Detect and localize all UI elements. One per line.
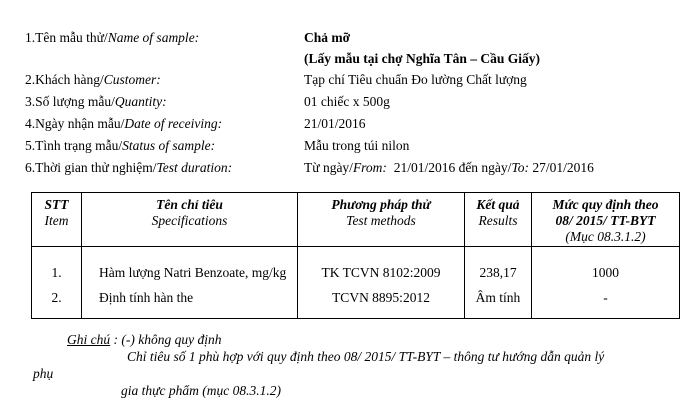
info-label-en: Test duration: (156, 160, 233, 175)
table-cell: 2. (51, 290, 62, 305)
cell-limit (532, 247, 680, 319)
info-row-duration (25, 160, 232, 176)
info-label-en: Date of receiving: (124, 116, 223, 131)
sample-source-note: (Lấy mẫu tại chợ Nghĩa Tân – Cầu Giấy) (304, 51, 541, 66)
info-label: 4.Ngày nhận mẫu/ (25, 116, 125, 131)
header-stt: STT Item (32, 193, 82, 247)
header-test-methods: Phương pháp thử Test methods (298, 193, 465, 247)
notes-line-3: phụ (33, 366, 54, 381)
info-value-status: Mẫu trong túi nilon (304, 138, 410, 153)
notes-title: Ghi chú (67, 332, 111, 347)
info-row-date-received (25, 116, 222, 132)
header-specifications: Tên chỉ tiêu Specifications (82, 193, 298, 247)
table-cell: TK TCVN 8102:2009 (321, 265, 441, 280)
info-label: 6.Thời gian thử nghiệm/ (25, 160, 157, 175)
results-table (31, 192, 680, 319)
table-cell: Hàm lượng Natri Benzoate, mg/kg (99, 265, 287, 280)
table-cell: 1. (51, 265, 62, 280)
table-header-row (32, 193, 680, 247)
info-value-customer: Tạp chí Tiêu chuẩn Đo lường Chất lượng (304, 72, 527, 87)
info-row-status (25, 138, 215, 154)
header-limit: Mức quy định theo 08/ 2015/ TT-BYT (Mục 08.3.1.2) (532, 193, 680, 247)
duration-to-en: To: (511, 160, 529, 175)
info-value-sample-name: Chả mỡ (304, 30, 351, 45)
info-label: 2.Khách hàng/ (25, 72, 104, 87)
info-label: 1.Tên mẫu thử/ (25, 30, 108, 45)
cell-spec (82, 247, 298, 319)
duration-from-en: From: (352, 160, 387, 175)
duration-to: 27/01/2016 (532, 160, 594, 175)
table-cell: - (603, 290, 608, 305)
info-label-en: Customer: (103, 72, 161, 87)
duration-from: 21/01/2016 đến ngày/ (393, 160, 512, 175)
notes-text: : (-) không quy định (110, 332, 222, 347)
table-cell: TCVN 8895:2012 (332, 290, 430, 305)
info-row-customer (25, 72, 161, 88)
table-cell: Định tính hàn the (99, 290, 194, 305)
info-value-date-received: 21/01/2016 (304, 116, 366, 131)
info-row-sample-name (25, 30, 199, 46)
notes-line-4: gia thực phẩm (mục 08.3.1.2) (121, 383, 281, 398)
info-label-en: Name of sample: (107, 30, 200, 45)
info-value-quantity: 01 chiếc x 500g (304, 94, 390, 109)
table-cell: 238,17 (479, 265, 517, 280)
cell-stt (32, 247, 82, 319)
duration-from-label: Từ ngày/ (304, 160, 353, 175)
cell-method (298, 247, 465, 319)
notes-line-2: Chỉ tiêu số 1 phù hợp với quy định theo 08/ 2015/ TT-BYT – thông tư hướng dẫn quản lý (127, 349, 605, 364)
notes-line-1 (67, 332, 221, 348)
table-cell: 1000 (592, 265, 619, 280)
info-label-en: Quantity: (114, 94, 167, 109)
info-label-en: Status of sample: (122, 138, 216, 153)
info-row-quantity (25, 94, 167, 110)
table-body-row (32, 247, 680, 319)
table-cell: Âm tính (475, 290, 521, 305)
header-results: Kết quả Results (465, 193, 532, 247)
info-label: 5.Tình trạng mẫu/ (25, 138, 123, 153)
cell-result (465, 247, 532, 319)
info-label: 3.Số lượng mẫu/ (25, 94, 115, 109)
info-value-duration (304, 160, 594, 176)
